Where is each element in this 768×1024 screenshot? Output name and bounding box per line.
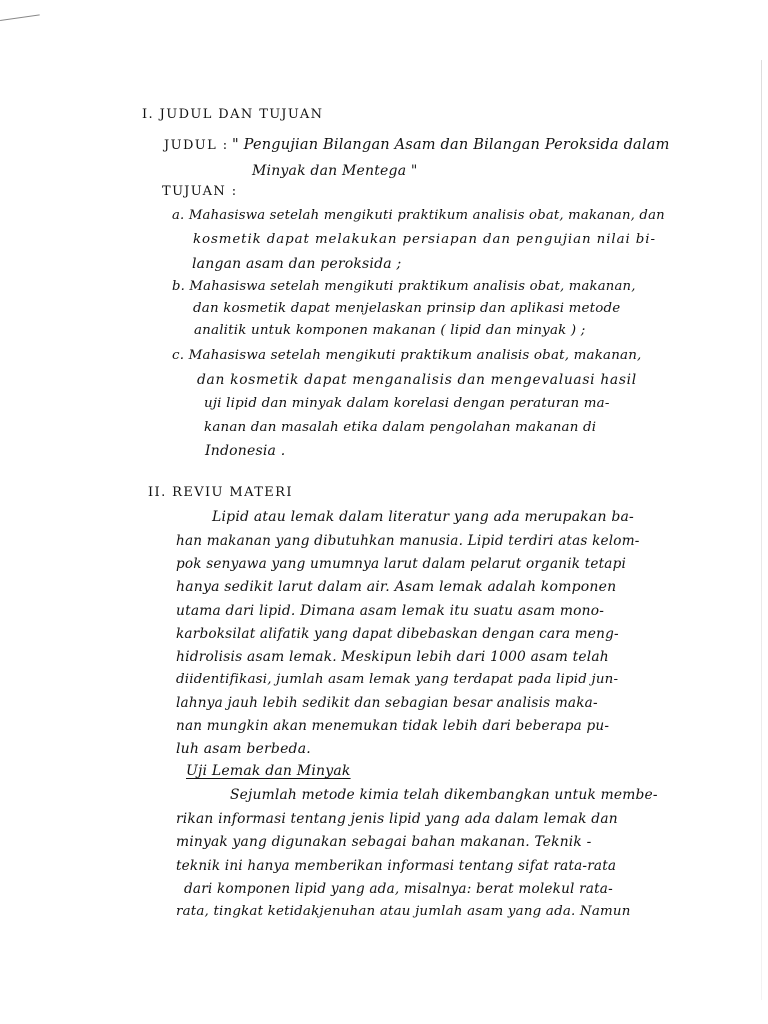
tujuan-c-line-4: kanan dan masalah etika dalam pengolahan makanan di [204,420,597,435]
tujuan-b-line-2: dan kosmetik dapat menjelaskan prinsip dan aplikasi metode [193,301,621,316]
section1-heading: I. JUDUL DAN TUJUAN [142,107,324,122]
tujuan-a-line-3: langan asam dan peroksida ; [192,256,402,272]
materi-p1-line-2: han makanan yang dibutuhkan manusia. Lipid terdiri atas kelom- [176,533,640,549]
tujuan-b-line-3: analitik untuk komponen makanan ( lipid dan minyak ) ; [194,323,586,338]
materi-p1-line-7: hidrolisis asam lemak. Meskipun lebih dari 1000 asam telah [176,649,609,665]
uji-lemak-subheading: Uji Lemak dan Minyak [186,763,351,779]
materi-p1-line-11: luh asam berbeda. [176,741,311,757]
tujuan-b-line-1: b. Mahasiswa setelah mengikuti praktikum analisis obat, makanan, [172,279,636,294]
materi-p2-line-1: Sejumlah metode kimia telah dikembangkan untuk membe- [230,787,658,803]
materi-p1-line-4: hanya sedikit larut dalam air. Asam lemak adalah komponen [176,579,617,595]
materi-p1-line-8: diidentifikasi, jumlah asam lemak yang terdapat pada lipid jun- [176,672,619,687]
judul-line-2: Minyak dan Mentega " [252,163,418,179]
materi-p2-line-3: minyak yang digunakan sebagai bahan makanan. Teknik - [176,834,592,850]
scan-edge-line [761,60,762,1000]
judul-label: JUDUL : [164,138,229,153]
materi-p2-line-5: dari komponen lipid yang ada, misalnya: berat molekul rata- [184,881,613,897]
tujuan-c-line-2: dan kosmetik dapat menganalisis dan mengevaluasi hasil [197,372,637,388]
judul-line-1: " Pengujian Bilangan Asam dan Bilangan Peroksida dalam [232,137,670,153]
tujuan-label: TUJUAN : [162,184,238,199]
materi-p2-line-4: teknik ini hanya memberikan informasi tentang sifat rata-rata [176,858,617,874]
scan-edge-mark [0,14,41,32]
materi-p1-line-9: lahnya jauh lebih sedikit dan sebagian besar analisis maka- [176,695,598,711]
materi-p2-line-2: rikan informasi tentang jenis lipid yang ada dalam lemak dan [176,811,618,827]
materi-p1-line-1: Lipid atau lemak dalam literatur yang ada merupakan ba- [212,509,634,525]
tujuan-c-line-3: uji lipid dan minyak dalam korelasi dengan peraturan ma- [204,396,610,411]
materi-p1-line-3: pok senyawa yang umumnya larut dalam pelarut organik tetapi [176,556,627,572]
materi-p1-line-6: karboksilat alifatik yang dapat dibebaskan dengan cara meng- [176,626,619,642]
materi-p2-line-6: rata, tingkat ketidakjenuhan atau jumlah asam yang ada. Namun [176,904,631,919]
tujuan-a-line-2: kosmetik dapat melakukan persiapan dan pengujian nilai bi- [193,232,656,247]
tujuan-c-line-5: Indonesia . [205,443,286,459]
tujuan-a-line-1: a. Mahasiswa setelah mengikuti praktikum analisis obat, makanan, dan [172,208,665,223]
materi-p1-line-5: utama dari lipid. Dimana asam lemak itu suatu asam mono- [176,603,605,619]
section2-heading: II. REVIU MATERI [148,485,293,500]
tujuan-c-line-1: c. Mahasiswa setelah mengikuti praktikum analisis obat, makanan, [172,348,642,363]
materi-p1-line-10: nan mungkin akan menemukan tidak lebih dari beberapa pu- [176,718,610,734]
